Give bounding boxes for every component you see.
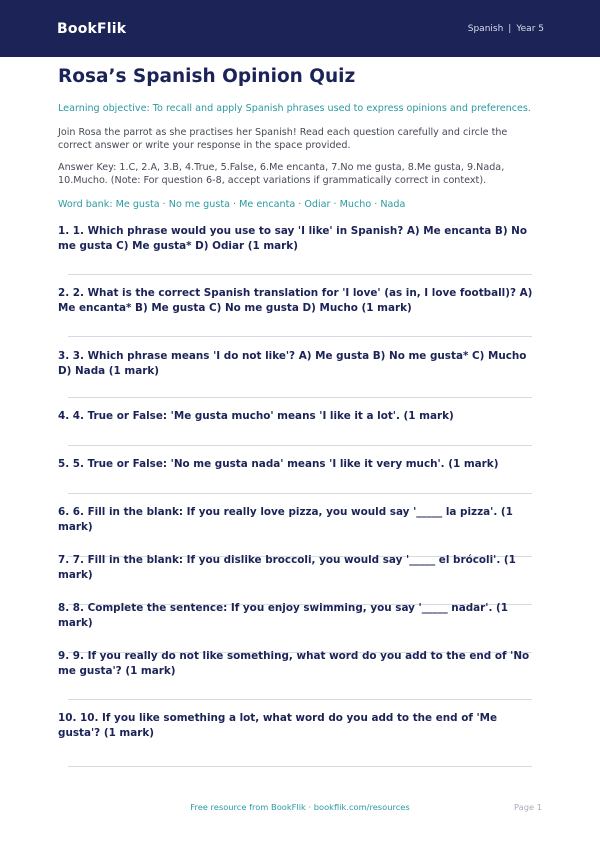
question-list [58,224,542,741]
question-text: 7. 7. Fill in the blank: If you dislike broccoli, you would say '_____ el brócoli'. (1 mark) [58,554,516,581]
learning-objective: Learning objective: To recall and apply Spanish phrases used to express opinions and preferences. [58,103,531,114]
question-4 [58,409,542,457]
meta-separator: | [508,23,512,34]
subject-label: Spanish [467,23,504,34]
word-bank: Word bank: Me gusta · No me gusta · Me encanta · Odiar · Mucho · Nada [58,199,406,210]
question-8 [58,601,542,649]
instructions: Join Rosa the parrot as she practises her Spanish! Read each question carefully and circle the correct answer or write your response in the space provided. [58,127,508,151]
page-title: Rosa’s Spanish Opinion Quiz [58,66,356,87]
year-label: Year 5 [516,23,544,34]
question-5 [58,457,542,505]
question-3 [58,349,542,409]
header-meta [468,24,544,34]
header-bar [0,0,600,57]
question-7 [58,553,542,601]
question-text: 3. 3. Which phrase means 'I do not like'? A) Me gusta B) No me gusta* C) Mucho D) Nada (1 mark) [58,350,527,377]
worksheet-content [0,57,600,741]
question-text: 4. 4. True or False: 'Me gusta mucho' means 'I like it a lot'. (1 mark) [58,410,454,422]
question-10 [58,711,542,741]
answer-line[interactable] [68,397,532,398]
answer-line[interactable] [68,699,532,700]
footer-resource-link[interactable]: Free resource from BookFlik · bookflik.com/resources [190,802,410,812]
page-number: Page 1 [513,802,542,812]
answer-line[interactable] [68,445,532,446]
answer-line[interactable] [68,766,532,767]
question-text: 5. 5. True or False: 'No me gusta nada' means 'I like it very much'. (1 mark) [58,458,499,470]
answer-line[interactable] [68,336,532,337]
question-text: 2. 2. What is the correct Spanish translation for 'I love' (as in, I love football)? A) Me encanta* B) Me gusta C) No me gusta D) Mucho (1 mark) [58,287,533,314]
question-6 [58,505,542,553]
answer-line[interactable] [68,274,532,275]
question-text: 10. 10. If you like something a lot, what word do you add to the end of 'Me gusta'? (1 mark) [58,712,498,739]
question-text: 9. 9. If you really do not like something, what word do you add to the end of 'No me gusta'? (1 mark) [58,650,530,677]
question-text: 6. 6. Fill in the blank: If you really love pizza, you would say '_____ la pizza'. (1 mark) [58,506,513,533]
question-text: 8. 8. Complete the sentence: If you enjoy swimming, you say '_____ nadar'. (1 mark) [58,602,509,629]
brand-logo-text[interactable]: BookFlik [57,20,127,37]
answer-key: Answer Key: 1.C, 2.A, 3.B, 4.True, 5.False, 6.Me encanta, 7.No me gusta, 8.Me gusta, 9.Nada, 10.Mucho. (Note: For question 6-8, accept variations if grammatically correct in context). [58,162,505,186]
answer-line[interactable] [68,493,532,494]
question-text: 1. 1. Which phrase would you use to say 'I like' in Spanish? A) Me encanta B) No me gusta C) Me gusta* D) Odiar (1 mark) [58,225,528,252]
question-9 [58,649,542,711]
question-1 [58,224,542,286]
question-2 [58,286,542,349]
